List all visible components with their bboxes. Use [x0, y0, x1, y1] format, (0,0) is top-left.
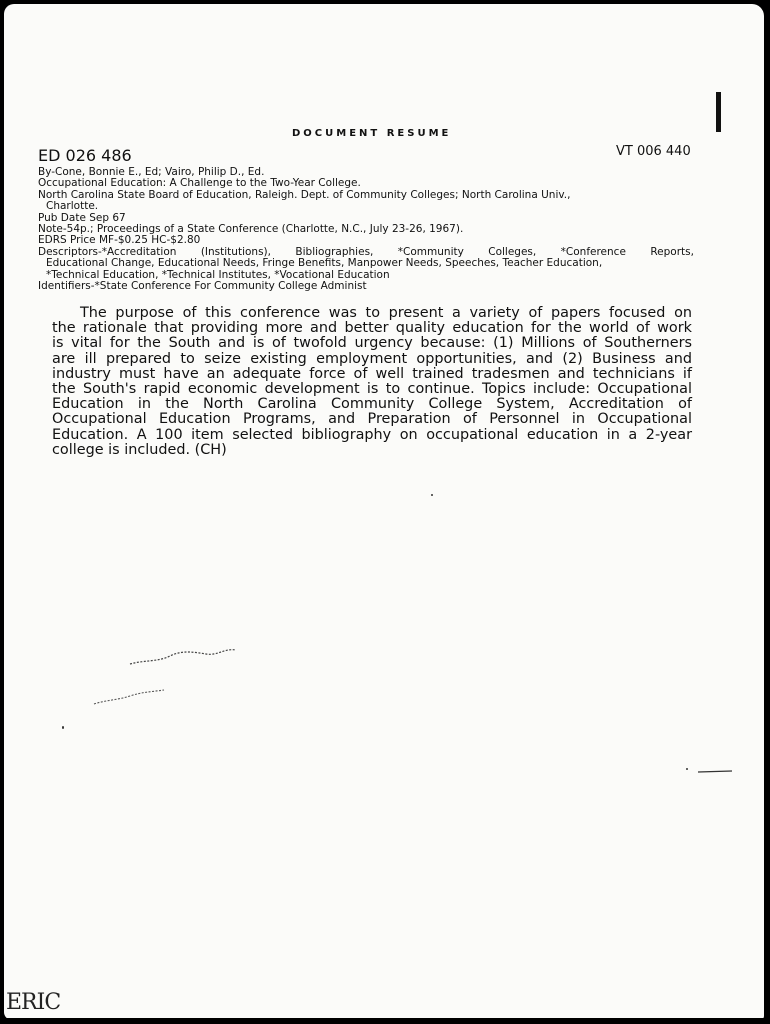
note-line: Note-54p.; Proceedings of a State Conference (Charlotte, N.C., July 23-26, 1967). [38, 223, 464, 236]
abstract-line: college is included. (CH) [52, 441, 227, 458]
eric-logo: ERIC [6, 990, 61, 1015]
institution-line: North Carolina State Board of Education, Raleigh. Dept. of Community Colleges; North Carolina Univ., [38, 188, 571, 201]
abstract-line: Education in the North Carolina Community College System, Accreditation of [52, 396, 692, 413]
scan-dash-mark [696, 766, 736, 776]
authors-line: By-Cone, Bonnie E., Ed; Vairo, Philip D., Ed. [38, 166, 265, 178]
scan-scrawl-mark [90, 686, 170, 708]
abstract-line: the South's rapid economic development is to continue. Topics include: Occupational [52, 381, 692, 398]
scan-speck [686, 768, 688, 770]
descriptor-term: *Conference [560, 245, 626, 258]
abstract-line: industry must have an adequate force of well trained tradesmen and technicians if [52, 365, 692, 382]
abstract-line: The purpose of this conference was to present a variety of papers focused on [80, 305, 692, 321]
document-title: DOCUMENT RESUME [292, 128, 452, 139]
abstract [52, 306, 692, 458]
scan-speck [62, 726, 64, 729]
descriptor-term: *Community [397, 245, 464, 258]
descriptors-line-continued: *Technical Education, *Technical Institutes, *Vocational Education [46, 268, 390, 281]
descriptor-term: Colleges, [488, 245, 537, 258]
institution-line-continued: Charlotte. [46, 200, 99, 213]
scan-border [0, 1018, 770, 1024]
scan-speck [431, 494, 433, 496]
abstract-line: the rationale that providing more and better quality education for the world of work [52, 320, 692, 337]
descriptors-line-continued: Educational Change, Educational Needs, Fringe Benefits, Manpower Needs, Speeches, Teacher Education, [46, 257, 603, 270]
bibliographic-record [38, 167, 698, 292]
clearinghouse-number: VT 006 440 [616, 144, 691, 159]
identifiers-line: Identifiers-*State Conference For Community College Administ [38, 280, 367, 293]
document-page [4, 4, 764, 1020]
abstract-line: is vital for the South and is of twofold urgency because: (1) Millions of Southerners [52, 335, 692, 352]
descriptor-term: Bibliographies, [295, 245, 374, 258]
scan-edge-mark [716, 92, 721, 132]
edrs-price-line: EDRS Price MF-$0.25 HC-$2.80 [38, 234, 201, 247]
descriptor-term: Reports, [650, 245, 694, 258]
pub-date-line: Pub Date Sep 67 [38, 211, 126, 224]
abstract-line: are ill prepared to seize existing employment opportunities, and (2) Business and [52, 350, 692, 367]
accession-number: ED 026 486 [38, 146, 132, 165]
title-line: Occupational Education: A Challenge to the Two-Year College. [38, 177, 361, 190]
descriptor-term: (Institutions), [200, 245, 271, 258]
abstract-line: Occupational Education Programs, and Preparation of Personnel in Occupational [52, 411, 692, 428]
descriptor-term: Descriptors-*Accreditation [38, 245, 177, 258]
abstract-line: Education. A 100 item selected bibliography on occupational education in a 2-year [52, 426, 692, 443]
scan-scrawl-mark [124, 640, 244, 670]
